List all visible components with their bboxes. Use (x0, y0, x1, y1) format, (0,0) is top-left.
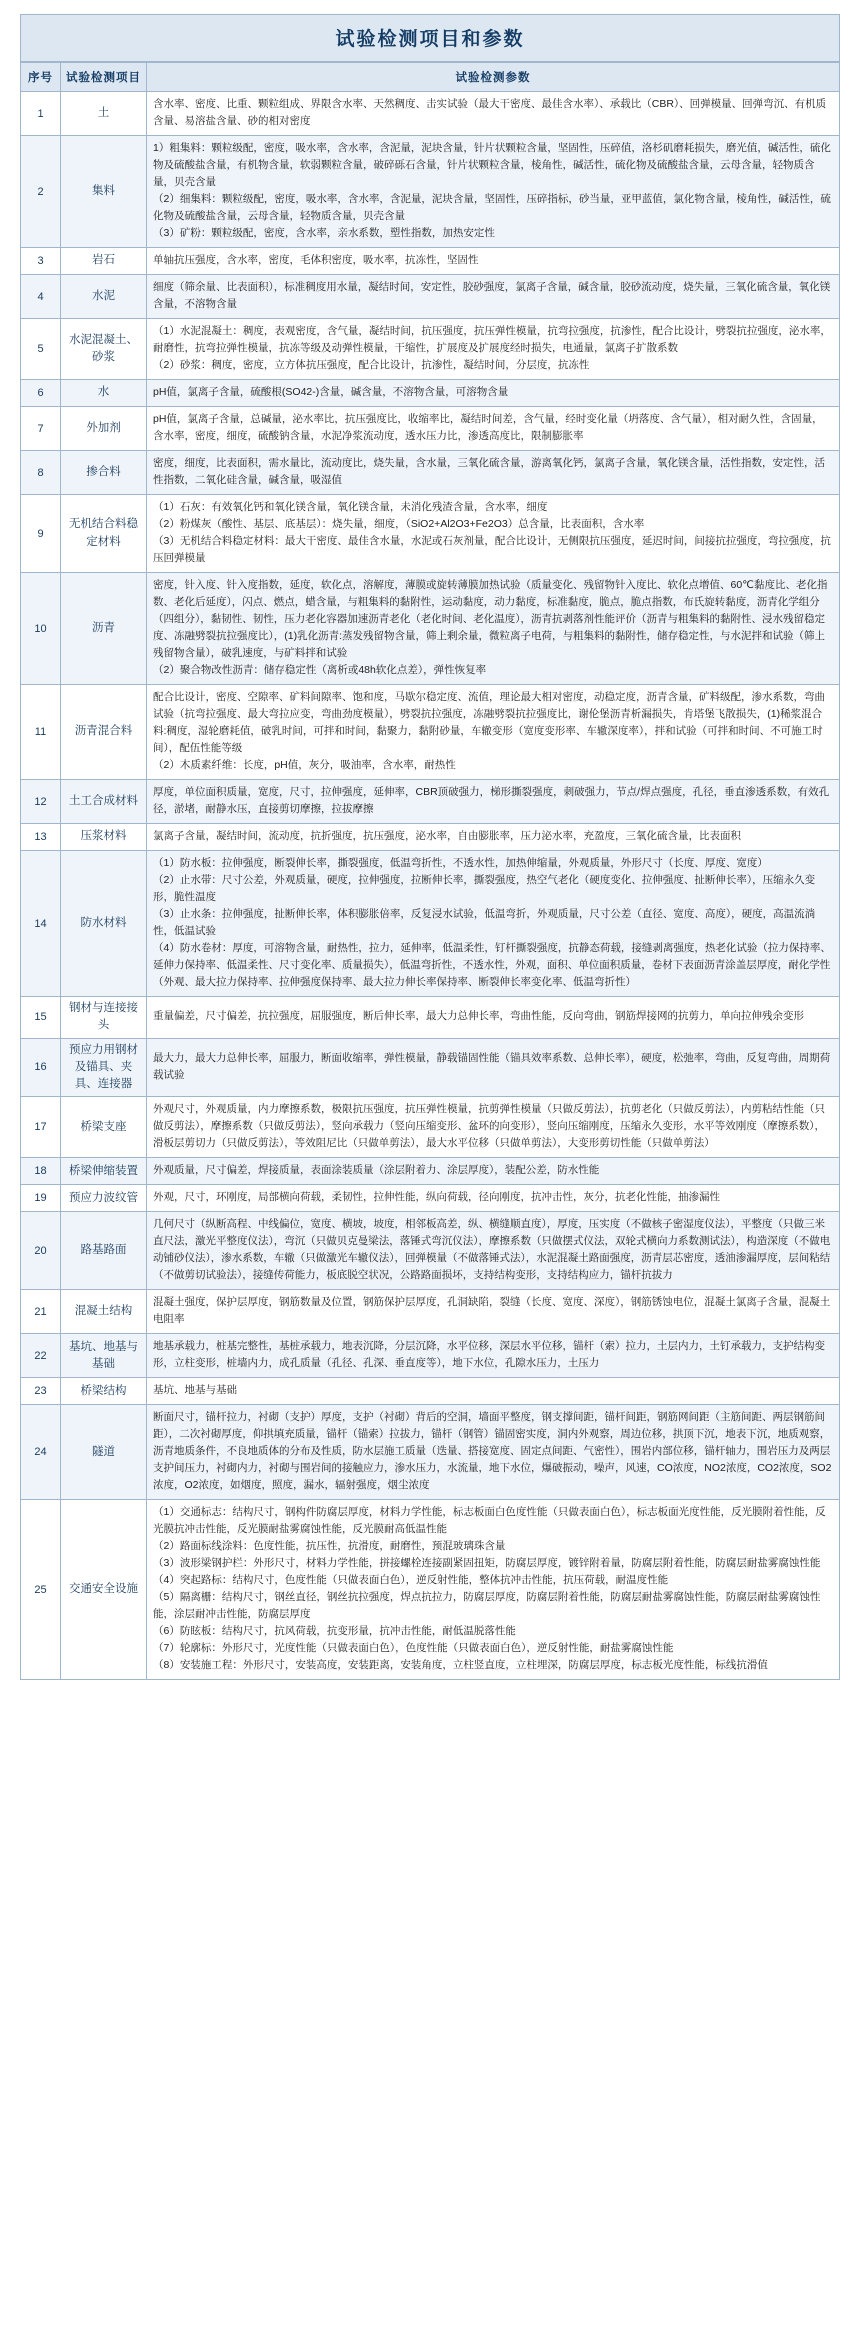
cell-item: 土工合成材料 (61, 780, 147, 824)
cell-no: 18 (21, 1158, 61, 1185)
table-row (21, 685, 840, 780)
cell-item: 预应力波纹管 (61, 1185, 147, 1212)
table-row (21, 851, 840, 997)
table-row (21, 780, 840, 824)
cell-no: 4 (21, 275, 61, 319)
cell-no: 2 (21, 136, 61, 248)
table-row (21, 1290, 840, 1334)
table-row (21, 1038, 840, 1097)
cell-no: 20 (21, 1212, 61, 1290)
cell-param: 最大力，最大力总伸长率，屈服力，断面收缩率，弹性模量，静载锚固性能（锚具效率系数、总伸长率），硬度，松弛率，弯曲，反复弯曲，周期荷载试验 (147, 1038, 840, 1097)
cell-item: 水泥 (61, 275, 147, 319)
cell-item: 预应力用钢材及锚具、夹具、连接器 (61, 1038, 147, 1097)
cell-no: 14 (21, 851, 61, 997)
cell-param: pH值，氯离子含量，总碱量，泌水率比，抗压强度比，收缩率比，凝结时间差，含气量，经时变化量（坍落度、含气量），相对耐久性，含固量，含水率，密度，细度，硫酸钠含量，水泥净浆流动度，透水压力比，渗透高度比，限制膨胀率 (147, 407, 840, 451)
document-page (20, 0, 840, 1700)
table-row (21, 1405, 840, 1500)
table-row (21, 248, 840, 275)
cell-param: 氯离子含量，凝结时间，流动度，抗折强度，抗压强度，泌水率，自由膨胀率，压力泌水率，充盈度，三氧化硫含量，比表面积 (147, 824, 840, 851)
table-row (21, 275, 840, 319)
cell-param: 配合比设计，密度、空隙率、矿料间隙率、饱和度，马歇尔稳定度、流值，理论最大相对密度，动稳定度，沥青含量，矿料级配，渗水系数，弯曲试验（抗弯拉强度、最大弯拉应变，弯曲劲度模量），劈裂抗拉强度，冻融劈裂抗拉强度比，谢伦堡沥青析漏损失，肯塔堡飞散损失，(1)稀浆混合料:稠度，湿轮磨耗值，破乳时间，可拌和时间，黏聚力，黏附砂量，车辙变形（宽度变形率、车辙深度率），拌和试验（可拌和时间、不可施工时间），配伍性能等级 （2）木质素纤维：长度，pH值，灰分，吸油率，含水率，耐热性 (147, 685, 840, 780)
cell-param: 基坑、地基与基础 (147, 1378, 840, 1405)
cell-no: 6 (21, 380, 61, 407)
table-row (21, 1097, 840, 1158)
cell-param: （1）石灰：有效氧化钙和氧化镁含量，氧化镁含量，未消化残渣含量，含水率，细度 （2）粉煤灰（酸性、基层、底基层）：烧失量，细度，（SiO2+Al2O3+Fe2O3）总含量，比表面积，含水率 （3）无机结合料稳定材料：最大干密度、最佳含水量，水泥或石灰剂量，配合比设计，无侧限抗压强度，延迟时间，间接抗拉强度，弯拉强度，抗压回弹模量 (147, 495, 840, 573)
table-row (21, 997, 840, 1039)
cell-item: 沥青混合料 (61, 685, 147, 780)
table-row (21, 407, 840, 451)
cell-no: 12 (21, 780, 61, 824)
cell-param: 外观尺寸，外观质量，内力摩擦系数，极限抗压强度，抗压弹性模量，抗剪弹性模量（只做反剪法），抗剪老化（只做反剪法），内剪粘结性能（只做反剪法），摩擦系数（只做反剪法），竖向承载力（竖向压缩变形、盆环的向变形），竖向压缩刚度，压缩永久变形，水平等效刚度（摩擦系数），滑板层剪切力（只做反剪法），等效阻尼比（只做单剪法），最大水平位移（只做单剪法），大变形剪切性能（只做单剪法） (147, 1097, 840, 1158)
cell-item: 压浆材料 (61, 824, 147, 851)
cell-no: 7 (21, 407, 61, 451)
cell-no: 25 (21, 1500, 61, 1680)
cell-item: 桥梁伸缩装置 (61, 1158, 147, 1185)
cell-param: （1）交通标志：结构尺寸，钢构件防腐层厚度，材料力学性能，标志板面白色度性能（只做表面白色），标志板面光度性能，反光膜附着性能，反光膜抗冲击性能，反光膜耐盐雾腐蚀性能，反光膜耐高低温性能 （2）路面标线涂料：色度性能，抗压性，抗滑度，耐磨性，预混玻璃珠含量 （3）波形梁钢护栏：外形尺寸，材料力学性能，拼接螺栓连接副紧固扭矩，防腐层厚度，镀锌附着量，防腐层附着性能，防腐层耐盐雾腐蚀性能 （4）突起路标：结构尺寸，色度性能（只做表面白色），逆反射性能，整体抗冲击性能，抗压荷载，耐温度性能 （5）隔离栅：结构尺寸，钢丝直径，钢丝抗拉强度，焊点抗拉力，防腐层厚度，防腐层附着性能，防腐层耐盐雾腐蚀性能，防腐层耐盐雾腐蚀性能，涂层耐冲击性能，防腐层厚度 （6）防眩板：结构尺寸，抗风荷载，抗变形量，抗冲击性能，耐低温脱落性能 （7）轮廓标：外形尺寸，光度性能（只做表面白色），色度性能（只做表面白色），逆反射性能，耐盐雾腐蚀性能 （8）安装施工程：外形尺寸，安装高度，安装距离，安装角度，立柱竖直度，立柱埋深，防腐层厚度，标志板光度性能，标线抗滑值 (147, 1500, 840, 1680)
cell-item: 路基路面 (61, 1212, 147, 1290)
page-title: 试验检测项目和参数 (20, 14, 840, 62)
cell-item: 水 (61, 380, 147, 407)
cell-param: 厚度，单位面积质量，宽度，尺寸，拉伸强度，延伸率，CBR顶破强力，梯形撕裂强度，刺破强力，节点/焊点强度，孔径，垂直渗透系数，有效孔径，淤堵，耐静水压，直接剪切摩擦，拉拔摩擦 (147, 780, 840, 824)
table-body (21, 92, 840, 1680)
cell-item: 外加剂 (61, 407, 147, 451)
cell-no: 11 (21, 685, 61, 780)
cell-item: 无机结合料稳定材料 (61, 495, 147, 573)
cell-item: 掺合料 (61, 451, 147, 495)
cell-item: 岩石 (61, 248, 147, 275)
cell-param: 单轴抗压强度，含水率，密度，毛体积密度，吸水率，抗冻性，坚固性 (147, 248, 840, 275)
table-row (21, 1334, 840, 1378)
cell-item: 隧道 (61, 1405, 147, 1500)
cell-item: 桥梁支座 (61, 1097, 147, 1158)
table-header-row (21, 63, 840, 92)
table-row (21, 1212, 840, 1290)
cell-param: pH值，氯离子含量，硫酸根(SO42-)含量，碱含量，不溶物含量，可溶物含量 (147, 380, 840, 407)
cell-no: 23 (21, 1378, 61, 1405)
cell-no: 1 (21, 92, 61, 136)
column-header-no: 序号 (21, 63, 61, 92)
table-row (21, 1378, 840, 1405)
table-row (21, 136, 840, 248)
cell-param: （1）防水板：拉伸强度，断裂伸长率，撕裂强度，低温弯折性，不透水性，加热伸缩量，外观质量，外形尺寸（长度、厚度、宽度） （2）止水带：尺寸公差，外观质量，硬度，拉伸强度，拉断伸长率，撕裂强度，热空气老化（硬度变化、拉伸强度、扯断伸长率），压缩永久变形，脆性温度 （3）止水条：拉伸强度，扯断伸长率，体积膨胀倍率，反复浸水试验，低温弯折，外观质量，尺寸公差（直径、宽度、高度），硬度，高温流淌性，低温试验 （4）防水卷材：厚度，可溶物含量，耐热性，拉力，延伸率，低温柔性，钉杆撕裂强度，抗静态荷载，接缝剥离强度，热老化试验（拉力保持率、延伸力保持率、低温柔性、尺寸变化率、质量损失），低温弯折性，不透水性，外观，面积、单位面积质量，卷材下表面沥青涂盖层厚度，耐化学性（外观、最大拉力保持率、拉伸强度保持率、最大拉力伸长率保持率、断裂伸长率变化率、低温弯折性） (147, 851, 840, 997)
cell-item: 交通安全设施 (61, 1500, 147, 1680)
table-row (21, 451, 840, 495)
cell-param: 外观，尺寸，环刚度，局部横向荷载，柔韧性，拉伸性能，纵向荷载，径向刚度，抗冲击性，灰分，抗老化性能，抽渗漏性 (147, 1185, 840, 1212)
cell-no: 8 (21, 451, 61, 495)
table-row (21, 573, 840, 685)
cell-no: 13 (21, 824, 61, 851)
cell-no: 5 (21, 319, 61, 380)
cell-param: 几何尺寸（纵断高程、中线偏位，宽度、横坡，坡度，相邻板高差，纵、横缝顺直度），厚度，压实度（不做核子密湿度仪法），平整度（只做三米直尺法，激光平整度仪法），弯沉（只做贝克曼梁法，落锤式弯沉仪法），摩擦系数（只做摆式仪法，双轮式横向力系数测试法），构造深度（不做电动铺砂仪法），渗水系数，车辙（只做激光车辙仪法），回弹模量（不做落锤式法），水泥混凝土路面强度，沥青层芯密度，透油渗漏厚度，层间粘结（不做剪切试验法），接缝传荷能力，板底脱空状况，公路路面损坏，支持结构变形，支持结构应力，锚杆抗拔力 (147, 1212, 840, 1290)
cell-no: 9 (21, 495, 61, 573)
cell-no: 17 (21, 1097, 61, 1158)
cell-item: 钢材与连接接头 (61, 997, 147, 1039)
cell-param: 重量偏差，尺寸偏差，抗拉强度，屈服强度，断后伸长率，最大力总伸长率，弯曲性能，反向弯曲，钢筋焊接网的抗剪力，单向拉伸残余变形 (147, 997, 840, 1039)
cell-param: 1）粗集料：颗粒级配，密度，吸水率，含水率，含泥量，泥块含量，针片状颗粒含量，坚固性，压碎值，洛杉矶磨耗损失，磨光值，碱活性，硫化物及硫酸盐含量，有机物含量，软弱颗粒含量，破碎砾石含量，针片状颗粒含量，棱角性，碱活性，硫化物及硫酸盐含量，云母含量，轻物质含量，贝壳含量 （2）细集料：颗粒级配，密度，吸水率，含水率，含泥量，泥块含量，坚固性，压碎指标，砂当量，亚甲蓝值，氯化物含量，棱角性，碱活性，硫化物及硫酸盐含量，云母含量，轻物质含量，贝壳含量 （3）矿粉：颗粒级配，密度，含水率，亲水系数，塑性指数，加热安定性 (147, 136, 840, 248)
cell-no: 22 (21, 1334, 61, 1378)
cell-item: 土 (61, 92, 147, 136)
cell-no: 24 (21, 1405, 61, 1500)
cell-no: 19 (21, 1185, 61, 1212)
column-header-param: 试验检测参数 (147, 63, 840, 92)
cell-no: 16 (21, 1038, 61, 1097)
cell-param: 外观质量，尺寸偏差，焊接质量，表面涂装质量（涂层附着力、涂层厚度），装配公差，防水性能 (147, 1158, 840, 1185)
table-row (21, 824, 840, 851)
cell-item: 沥青 (61, 573, 147, 685)
cell-item: 桥梁结构 (61, 1378, 147, 1405)
cell-param: 含水率、密度、比重、颗粒组成、界限含水率、天然稠度、击实试验（最大干密度、最佳含水率）、承载比（CBR）、回弹模量、回弹弯沉、有机质含量、易溶盐含量、砂的相对密度 (147, 92, 840, 136)
cell-no: 10 (21, 573, 61, 685)
cell-param: （1）水泥混凝土：稠度，表观密度，含气量，凝结时间，抗压强度，抗压弹性模量，抗弯拉强度，抗渗性，配合比设计，劈裂抗拉强度，泌水率，耐磨性，抗弯拉弹性模量，抗冻等级及动弹性模量，干缩性，扩展度及扩展度经时损失，电通量，氯离子扩散系数 （2）砂浆：稠度，密度，立方体抗压强度，配合比设计，抗渗性，凝结时间，分层度，抗冻性 (147, 319, 840, 380)
cell-no: 15 (21, 997, 61, 1039)
cell-no: 21 (21, 1290, 61, 1334)
inspection-items-table (20, 62, 840, 1680)
cell-item: 水泥混凝土、砂浆 (61, 319, 147, 380)
cell-item: 防水材料 (61, 851, 147, 997)
cell-param: 地基承载力，桩基完整性，基桩承载力，地表沉降，分层沉降，水平位移，深层水平位移，锚杆（索）拉力，土层内力，土钉承载力，支护结构变形，立柱变形，桩墙内力，成孔质量（孔径、孔深、垂直度等），地下水位，孔隙水压力，土压力 (147, 1334, 840, 1378)
cell-item: 混凝土结构 (61, 1290, 147, 1334)
table-row (21, 1158, 840, 1185)
cell-item: 集料 (61, 136, 147, 248)
cell-param: 密度，细度，比表面积，需水量比，流动度比，烧失量，含水量，三氧化硫含量，游离氧化钙，氯离子含量，氧化镁含量，活性指数，安定性，活性指数，二氧化硅含量，碱含量，吸湿值 (147, 451, 840, 495)
table-row (21, 495, 840, 573)
cell-param: 细度（筛余量、比表面积），标准稠度用水量，凝结时间，安定性，胶砂强度，氯离子含量，碱含量，胶砂流动度，烧失量，三氧化硫含量，氧化镁含量，不溶物含量 (147, 275, 840, 319)
cell-no: 3 (21, 248, 61, 275)
cell-item: 基坑、地基与基础 (61, 1334, 147, 1378)
table-row (21, 1500, 840, 1680)
column-header-item: 试验检测项目 (61, 63, 147, 92)
table-row (21, 92, 840, 136)
cell-param: 密度，针入度、针入度指数，延度，软化点，溶解度，薄膜或旋转薄膜加热试验（质量变化、残留物针入度比、软化点增值、60℃黏度比、老化指数、老化后延度），闪点、燃点，蜡含量，与粗集料的黏附性，运动黏度，动力黏度，标准黏度，脆点，脆点指数，布氏旋转黏度，沥青化学组分（四组分），黏韧性、韧性，压力老化容器加速沥青老化（老化时间、老化温度），沥青抗剥落剂性能评价（沥青与粗集料的黏附性、浸水残留稳定度、冻融劈裂抗拉强度比），(1)乳化沥青:蒸发残留物含量，筛上剩余量，微粒离子电荷，与粗集料的黏附性，储存稳定性，与水泥拌和试验（筛上残留物含量），破乳速度，与矿料拌和试验 （2）聚合物改性沥青：储存稳定性（离析或48h软化点差），弹性恢复率 (147, 573, 840, 685)
table-row (21, 319, 840, 380)
table-row (21, 1185, 840, 1212)
table-row (21, 380, 840, 407)
cell-param: 断面尺寸，锚杆拉力，衬砌（支护）厚度，支护（衬砌）背后的空洞，墙面平整度，钢支撑间距，锚杆间距，钢筋网间距（主筋间距、两层钢筋间距），二次衬砌厚度，仰拱填充质量，锚杆（锚索）拉拔力，锚杆（钢管）锚固密实度，洞内外观察，周边位移，拱顶下沉，地表下沉，地质观察，沥青地质条件，不良地质体的分布及性质，防水层施工质量（迭量、搭接宽度、固定点间距、气密性），围岩内部位移，锚杆轴力，围岩压力及两层支护间压力，衬砌内力，衬砌与围岩间的接触应力，渗水压力，水流量，地下水位，爆破振动，噪声，风速，CO浓度，NO2浓度，CO2浓度，SO2浓度，O2浓度，如烟度，照度，漏水，辐射强度，烟尘浓度 (147, 1405, 840, 1500)
cell-param: 混凝土强度，保护层厚度，钢筋数量及位置，钢筋保护层厚度，孔洞缺陷，裂缝（长度、宽度、深度），钢筋锈蚀电位，混凝土氯离子含量，混凝土电阻率 (147, 1290, 840, 1334)
